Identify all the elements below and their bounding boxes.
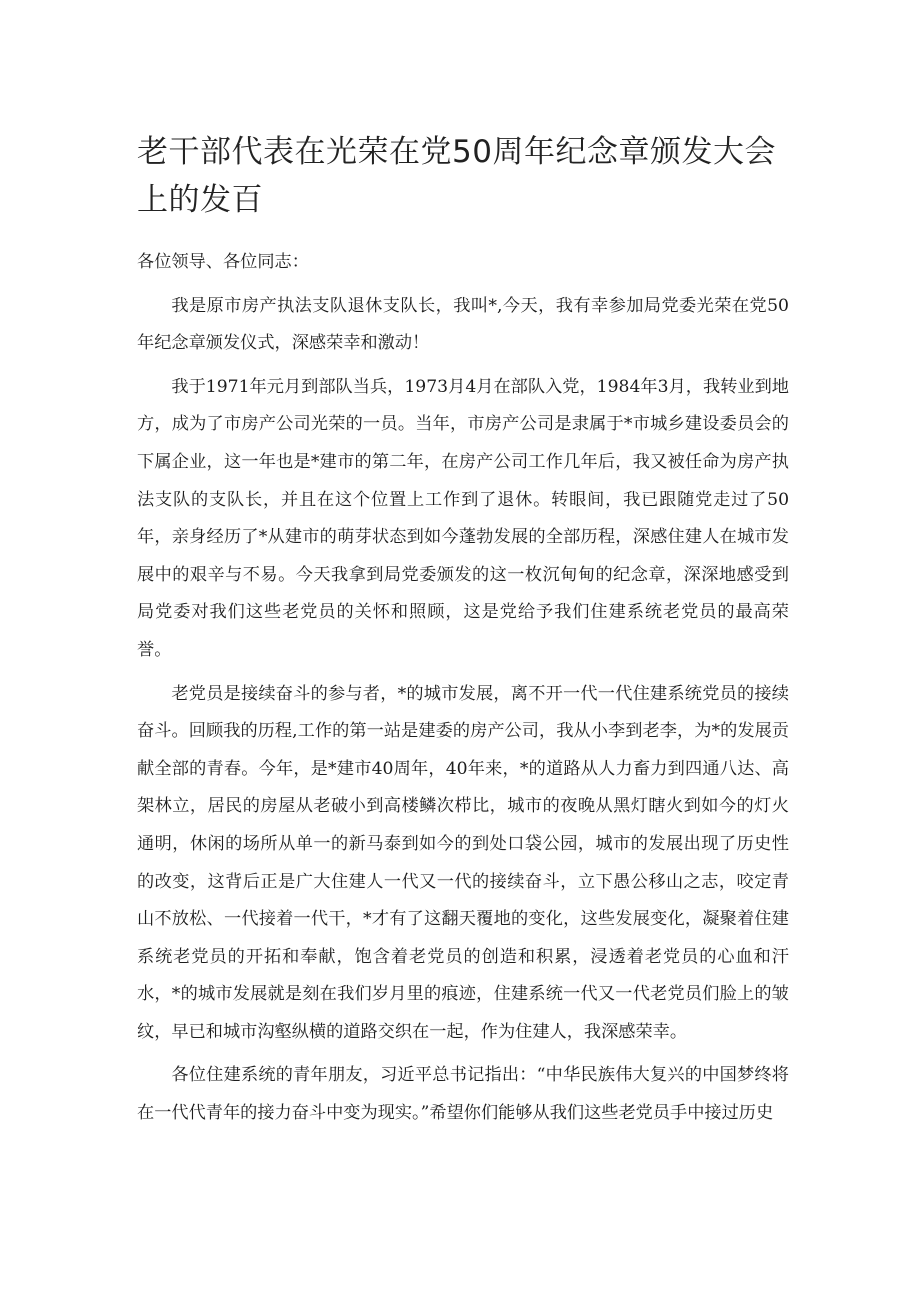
paragraph-4: 各位住建系统的青年朋友，习近平总书记指出：“中华民族伟大复兴的中国梦终将在一代代青年的接力奋斗中变为现实。”希望你们能够从我们这些老党员手中接过历史: [137, 1065, 789, 1124]
paragraph-1: 我是原市房产执法支队退休支队长，我叫*,今天，我有幸参加局党委光荣在党50年纪念章颁发仪式，深感荣幸和激动！: [137, 295, 789, 354]
greeting: 各位领导、各位同志：: [137, 252, 309, 272]
document-body: [137, 244, 789, 1139]
paragraph-3: 老党员是接续奋斗的参与者，*的城市发展，离不开一代一代住建系统党员的接续奋斗。回顾我的历程,工作的第一站是建委的房产公司，我从小李到老李，为*的发展贡献全部的青春。今年，是*建市40周年，40年来，*的道路从人力畜力到四通八达、高架林立，居民的房屋从老破小到高楼鳞次栉比，城市的夜晚从黑灯瞎火到如今的灯火通明，休闲的场所从单一的新马泰到如今的到处口袋公园，城市的发展出现了历史性的改变，这背后正是广大住建人一代又一代的接续奋斗，立下愚公移山之志，咬定青山不放松、一代接着一代干，*才有了这翻天覆地的变化，这些发展变化，凝聚着住建系统老党员的开拓和奉献，饱含着老党员的创造和积累，浸透着老党员的心血和汗水，*的城市发展就是刻在我们岁月里的痕迹，住建系统一代又一代老党员们脸上的皱纹，早已和城市沟壑纵横的道路交织在一起，作为住建人，我深感荣幸。: [137, 683, 789, 1042]
document-title: 老干部代表在光荣在党50周年纪念章颁发大会上的发百: [137, 134, 776, 218]
paragraph-2: 我于1971年元月到部队当兵，1973月4月在部队入党，1984年3月，我转业到地方，成为了市房产公司光荣的一员。当年，市房产公司是隶属于*市城乡建设委员会的下属企业，这一年也是*建市的第二年，在房产公司工作几年后，我又被任命为房产执法支队的支队长，并且在这个位置上工作到了退休。转眼间，我已跟随党走过了50年，亲身经历了*从建市的萌芽状态到如今蓬勃发展的全部历程，深感住建人在城市发展中的艰辛与不易。今天我拿到局党委颁发的这一枚沉甸甸的纪念章，深深地感受到局党委对我们这些老党员的关怀和照顾，这是党给予我们住建系统老党员的最高荣誉。: [137, 376, 789, 660]
